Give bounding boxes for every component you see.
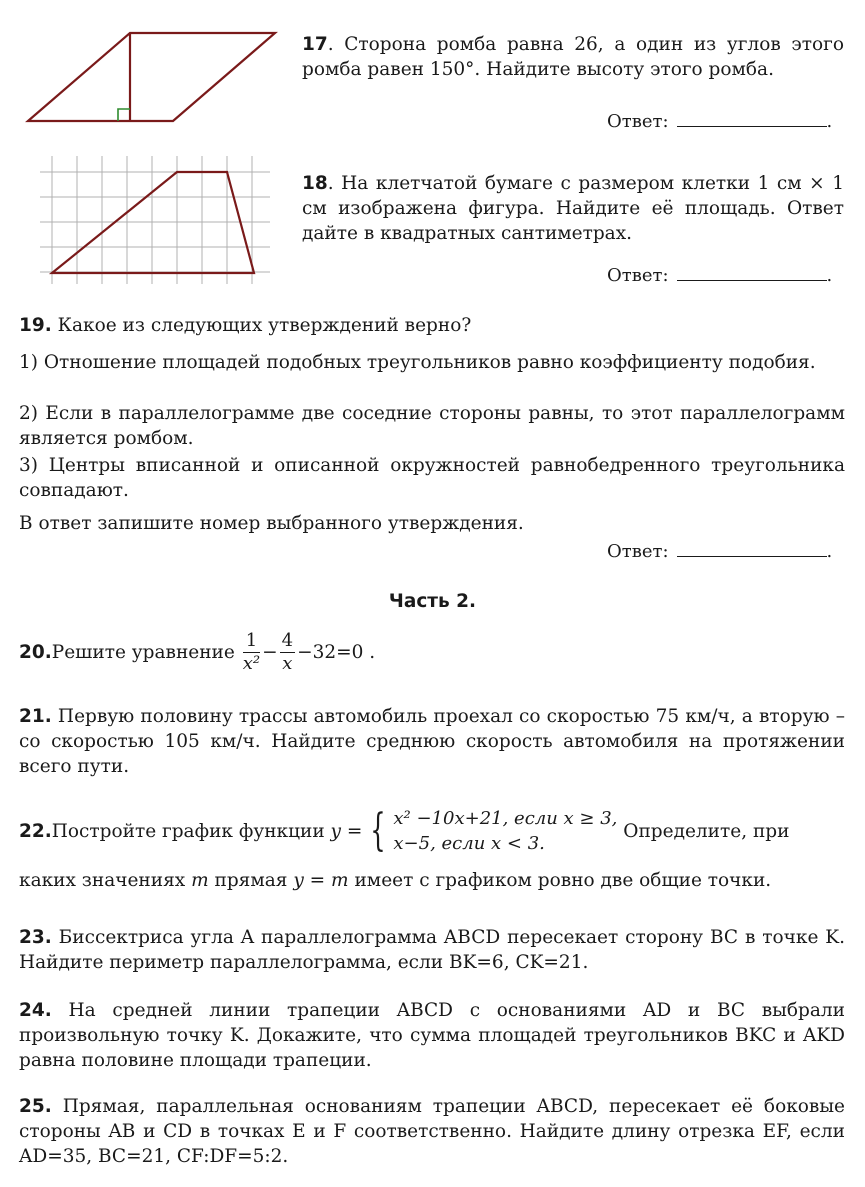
problem-24: 24. На средней линии трапеции ABCD с основаниями AD и BC выбрали произвольную точку K. Докажите, что сумма площадей треугольников BKC и AKD равна половине площади трапеции. xyxy=(19,1000,845,1071)
problem-19-option-3: 3) Центры вписанной и описанной окружностей равнобедренного треугольника совпадают. xyxy=(19,455,845,501)
problem-25-number: 25. xyxy=(19,1096,52,1117)
problem-17-number: 17 xyxy=(302,34,328,55)
problem-20-number: 20. xyxy=(19,641,52,663)
answer-label: Ответ: xyxy=(607,111,669,132)
problem-17-text: . Сторона ромба равна 26, а один из углов этого ромба равен 150°. Найдите высоту этого ромба. xyxy=(302,34,844,80)
problem-21-number: 21. xyxy=(19,706,52,727)
case-1: x² −10x+21, если x ≥ 3, xyxy=(393,808,618,829)
problem-23-number: 23. xyxy=(19,927,52,948)
problem-18-text: . На клетчатой бумаге с размером клетки 1 см × 1 см изображена фигура. Найдите её площадь. Ответ дайте в квадратных сантиметрах. xyxy=(302,173,844,244)
answer-blank-18[interactable] xyxy=(677,262,827,281)
case-2: x−5, если x < 3. xyxy=(393,833,545,854)
problem-19-question: 19. Какое из следующих утверждений верно? xyxy=(19,315,472,336)
problem-20: 20. Решите уравнение $\frac{1}{\text{x²}}$ − $\frac{4}{x}$ −32=0 . xyxy=(19,629,376,674)
problem-19-option-1: 1) Отношение площадей подобных треугольников равно коэффициенту подобия. xyxy=(19,352,816,373)
answer-blank-19[interactable] xyxy=(677,538,827,557)
part-2-heading: Часть 2. xyxy=(388,591,477,612)
answer-label: Ответ: xyxy=(607,265,669,286)
fraction-4-over-x: $\frac{4}{x}$ xyxy=(281,629,294,674)
left-brace: { xyxy=(370,805,387,856)
problem-18-number: 18 xyxy=(302,173,328,194)
rhombus-figure xyxy=(20,25,285,130)
problem-23: 23. Биссектриса угла A параллелограмма ABCD пересекает сторону BC в точке K. Найдите периметр параллелограмма, если BK=6, CK=21. xyxy=(19,927,845,973)
problem-19-instruction: В ответ запишите номер выбранного утверждения. xyxy=(19,513,524,534)
grid-trapezoid-figure xyxy=(30,150,280,290)
fraction-1-over-x-squared: $\frac{1}{\text{x²}}$ xyxy=(242,629,261,674)
problem-24-number: 24. xyxy=(19,1000,52,1021)
piecewise-cases xyxy=(393,806,617,856)
problem-22-line2: каких значениях m прямая y = m имеет с графиком ровно две общие точки. xyxy=(19,870,772,891)
problem-18 xyxy=(302,171,844,246)
problem-18-answer: Ответ: . xyxy=(607,262,832,288)
problem-19-number: 19. xyxy=(19,315,52,336)
answer-blank-17[interactable] xyxy=(677,108,827,127)
problem-17 xyxy=(302,32,844,82)
answer-label: Ответ: xyxy=(607,541,669,562)
problem-22-line1: 22. Постройте график функции y = { x² −10x+21, если x ≥ 3, x−5, если x < 3. Определите, при xyxy=(19,805,790,856)
grid-lines xyxy=(40,156,270,284)
problem-19-answer: Ответ: . xyxy=(607,538,832,564)
problem-21: 21. Первую половину трассы автомобиль проехал со скоростью 75 км/ч, а вторую – со скоростью 105 км/ч. Найдите среднюю скорость автомобиля на протяжении всего пути. xyxy=(19,706,845,777)
problem-22-number: 22. xyxy=(19,820,52,842)
problem-17-answer: Ответ: . xyxy=(607,108,832,134)
problem-25: 25. Прямая, параллельная основаниям трапеции ABCD, пересекает её боковые стороны AB и CD в точках E и F соответственно. Найдите длину отрезка EF, если AD=35, BC=21, CF:DF=5:2. xyxy=(19,1096,845,1167)
problem-19-option-2: 2) Если в параллелограмме две соседние стороны равны, то этот параллелограмм является ромбом. xyxy=(19,403,845,449)
